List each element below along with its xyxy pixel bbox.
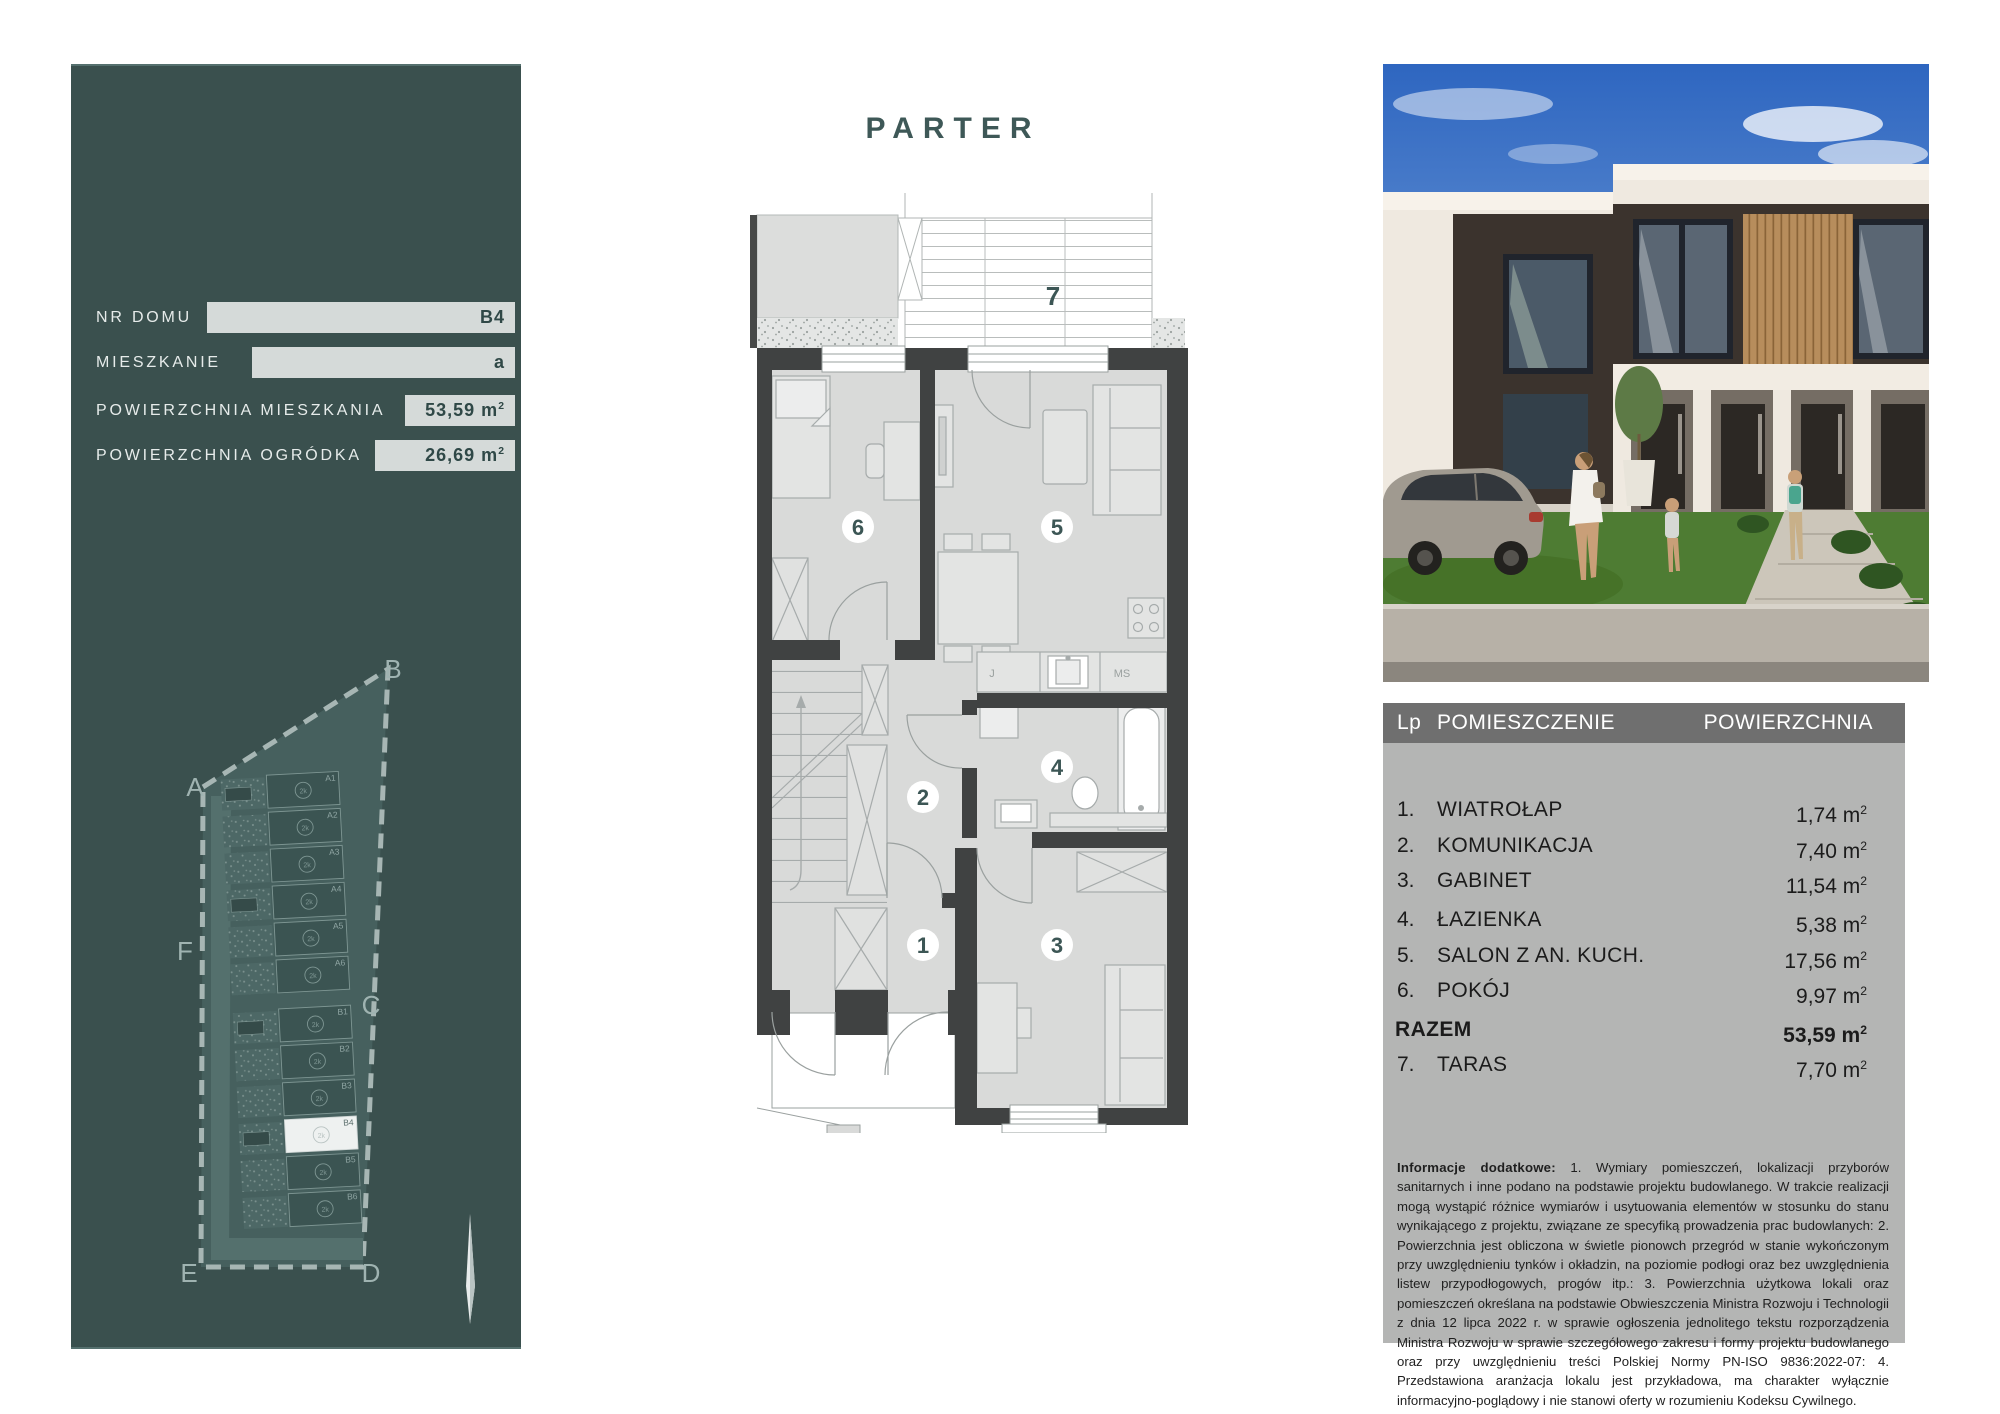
- gravel-strip-left: [757, 318, 898, 348]
- site-garden: [241, 1159, 287, 1192]
- site-unit-glyph: 2k: [303, 862, 312, 870]
- site-unit-label: A4: [330, 883, 342, 894]
- gravel-strip-right: [1152, 318, 1185, 348]
- floor-plan: [748, 193, 1200, 1133]
- room-number-3: 3: [1050, 933, 1064, 958]
- room-number-2: 2: [916, 785, 930, 810]
- room-number-5: 5: [1050, 515, 1064, 540]
- legal-lead: Informacje dodatkowe:: [1397, 1160, 1556, 1175]
- site-shed: [225, 787, 252, 801]
- row-name: GABINET: [1437, 869, 1532, 892]
- kitchen-label-j: J: [989, 668, 995, 680]
- room-number-7: 7: [1045, 281, 1061, 311]
- neighbour-wall: [750, 215, 757, 348]
- sup-2: 2: [498, 401, 505, 412]
- room-table: [1383, 703, 1905, 1408]
- sup-2: 2: [498, 446, 505, 457]
- header-lp: Lp: [1397, 711, 1422, 734]
- table-row-taras: [1383, 1050, 1905, 1080]
- field-value-nr-domu: B4: [479, 307, 505, 327]
- field-value-pow-mieszkania: 53,59 m: [425, 400, 499, 420]
- site-corner-c: C: [361, 990, 381, 1020]
- walkway: [827, 1125, 860, 1133]
- room-number-1: 1: [916, 933, 930, 958]
- table-row-razem: [1383, 1015, 1905, 1045]
- row-area: 5,38 m: [1796, 914, 1861, 937]
- row-name: RAZEM: [1395, 1018, 1472, 1041]
- row-lp: 6.: [1397, 979, 1415, 1002]
- row-lp: 1.: [1397, 798, 1415, 821]
- site-unit-label: B3: [341, 1080, 352, 1091]
- row-name: WIATROŁAP: [1437, 798, 1563, 821]
- floor-title: PARTER: [865, 112, 1041, 145]
- neighbour-garden: [757, 215, 898, 318]
- site-garden: [224, 851, 270, 884]
- field-label-nr-domu: NR DOMU: [96, 309, 193, 326]
- row-area: 9,97 m: [1796, 985, 1861, 1008]
- site-garden: [228, 925, 274, 958]
- row-area: 7,40 m: [1796, 840, 1861, 863]
- building: [1383, 164, 1929, 514]
- terrace-deck: [905, 218, 1152, 350]
- kitchen-label-ms: MS: [1113, 668, 1131, 680]
- site-shed: [231, 898, 258, 912]
- room-number-4: 4: [1050, 755, 1064, 780]
- table-row: [1383, 905, 1905, 935]
- site-unit-label: B6: [346, 1191, 358, 1202]
- legal-body: 1. Wymiary pomieszczeń, lokalizacji przyborów sanitarnych i inne podano na podstawie projektu budowlanego. W trakcie realizacji mogą wystąpić różnice wymiarów i usytuowania elementów w stosunku do stanu wynikającego z projektu, związane ze specyfiką prowadzenia prac budowlanych: 2. Powierzchnia jest obliczona w świetle pionowch przegród w stanie wykończonym przy uwzględnieniu tynków i okładzin, na poziomie podłogi oraz bez uwzględnienia listew przypodłogowych, progów itp.: 3. Powierzchnia użytkowa lokali oraz pomieszczeń określana na podstawie Obwieszczenia Ministra Rozwoju i Technologii z dnia 12 lipca 2022 r. w sprawie ogłoszenia jednolitego tekstu rozporządzenia Ministra Rozwoju w sprawie szczegółowego zakresu i formy projektu budowlanego oraz przy uwzględnieniu treści Polskiej Normy PN-ISO 9836:2022-07: 4. Przedstawiona aranżacja lokalu jest przykładowa, ma charakter wyłącznie informacyjno-poglądowy i nie stanowi oferty w rozumieniu Kodeksu Cywilnego.: [1397, 1160, 1889, 1408]
- field-label-pow-ogrodka: POWIERZCHNIA OGRÓDKA: [96, 447, 362, 464]
- site-unit-glyph: 2k: [307, 935, 315, 944]
- site-unit-glyph: 2k: [305, 898, 313, 907]
- site-unit-label: B1: [337, 1006, 349, 1017]
- site-corner-d: D: [361, 1258, 381, 1288]
- sup-2: 2: [1860, 984, 1867, 998]
- building-photo: [1383, 64, 1929, 682]
- site-unit-label: B5: [344, 1154, 356, 1165]
- header-powierzchnia: POWIERZCHNIA: [1703, 711, 1873, 734]
- site-corner-e: E: [180, 1258, 198, 1288]
- site-garden: [230, 962, 276, 995]
- site-garden: [222, 814, 268, 847]
- site-corner-b: B: [384, 654, 402, 684]
- site-plan: [171, 646, 421, 1306]
- site-unit-glyph: 2k: [313, 1058, 322, 1067]
- wood-panel: [1743, 214, 1853, 364]
- row-lp: 4.: [1397, 908, 1415, 931]
- info-panel: [71, 64, 521, 1349]
- table-row: [1383, 941, 1905, 971]
- row-lp: 7.: [1397, 1053, 1415, 1076]
- header-pomieszczenie: POMIESZCZENIE: [1437, 711, 1616, 734]
- row-area: 7,70 m: [1796, 1059, 1861, 1082]
- site-unit-label: B2: [339, 1043, 351, 1054]
- field-value-pow-ogrodka: 26,69 m: [425, 445, 499, 465]
- table-row: [1383, 795, 1905, 825]
- row-lp: 3.: [1397, 869, 1415, 892]
- site-shed: [237, 1021, 264, 1035]
- sup-2: 2: [1860, 803, 1867, 817]
- site-unit-glyph: 2k: [309, 972, 317, 981]
- sup-2: 2: [1860, 1023, 1867, 1037]
- sup-2: 2: [1860, 839, 1867, 853]
- field-label-mieszkanie: MIESZKANIE: [96, 354, 221, 371]
- site-garden: [237, 1085, 283, 1118]
- site-unit-glyph: 2k: [299, 788, 308, 796]
- table-header: [1383, 703, 1905, 743]
- field-bar-pow-ogrodka: [375, 440, 515, 471]
- row-name: KOMUNIKACJA: [1437, 834, 1594, 857]
- site-corner-f: F: [177, 936, 193, 966]
- room-number-6: 6: [851, 515, 865, 540]
- table-row: [1383, 976, 1905, 1006]
- row-lp: 5.: [1397, 944, 1415, 967]
- site-unit-glyph: 2k: [311, 1021, 320, 1030]
- site-unit-glyph: 2k: [315, 1095, 324, 1104]
- field-label-pow-mieszkania: POWIERZCHNIA MIESZKANIA: [96, 402, 386, 419]
- row-area: 17,56 m: [1784, 950, 1861, 973]
- site-unit-label: A5: [332, 920, 344, 931]
- site-unit-label: A2: [326, 809, 338, 821]
- legal-note: [1397, 1158, 1889, 1410]
- row-area: 53,59 m: [1783, 1024, 1861, 1047]
- kitchen-counter: [977, 652, 1167, 692]
- row-area: 11,54 m: [1785, 875, 1861, 898]
- road: [1383, 662, 1929, 682]
- sup-2: 2: [1860, 913, 1867, 927]
- site-road-bottom: [211, 1238, 363, 1260]
- row-name: SALON Z AN. KUCH.: [1437, 944, 1645, 967]
- field-bar-nr-domu: [207, 302, 515, 333]
- field-value-mieszkanie: a: [493, 352, 505, 372]
- row-name: ŁAZIENKA: [1437, 908, 1542, 931]
- row-area: 1,74 m: [1796, 804, 1861, 827]
- site-corner-a: A: [186, 772, 204, 802]
- row-name: POKÓJ: [1437, 979, 1511, 1002]
- sup-2: 2: [1860, 1058, 1867, 1072]
- site-shed: [243, 1132, 270, 1146]
- field-bar-pow-mieszkania: [405, 395, 515, 426]
- row-name: TARAS: [1437, 1053, 1508, 1076]
- site-unit-label: A3: [328, 846, 340, 858]
- terrace-zone: [750, 193, 1185, 350]
- site-unit-glyph: 2k: [321, 1206, 330, 1214]
- table-row: [1383, 831, 1905, 861]
- table-row: [1383, 866, 1905, 896]
- site-unit-glyph: 2k: [301, 825, 310, 833]
- sup-2: 2: [1860, 874, 1867, 888]
- site-garden: [235, 1048, 281, 1081]
- site-unit-glyph: 2k: [317, 1132, 326, 1141]
- row-lp: 2.: [1397, 834, 1415, 857]
- sup-2: 2: [1860, 949, 1867, 963]
- north-arrow-icon: [461, 1214, 481, 1329]
- site-unit-label: A6: [334, 957, 346, 968]
- table-body: [1383, 743, 1905, 1408]
- site-unit-label: B4: [342, 1117, 354, 1128]
- field-bar-mieszkanie: [252, 347, 515, 378]
- site-unit-glyph: 2k: [319, 1169, 328, 1177]
- site-garden: [242, 1196, 288, 1229]
- site-unit-label: A1: [324, 772, 336, 784]
